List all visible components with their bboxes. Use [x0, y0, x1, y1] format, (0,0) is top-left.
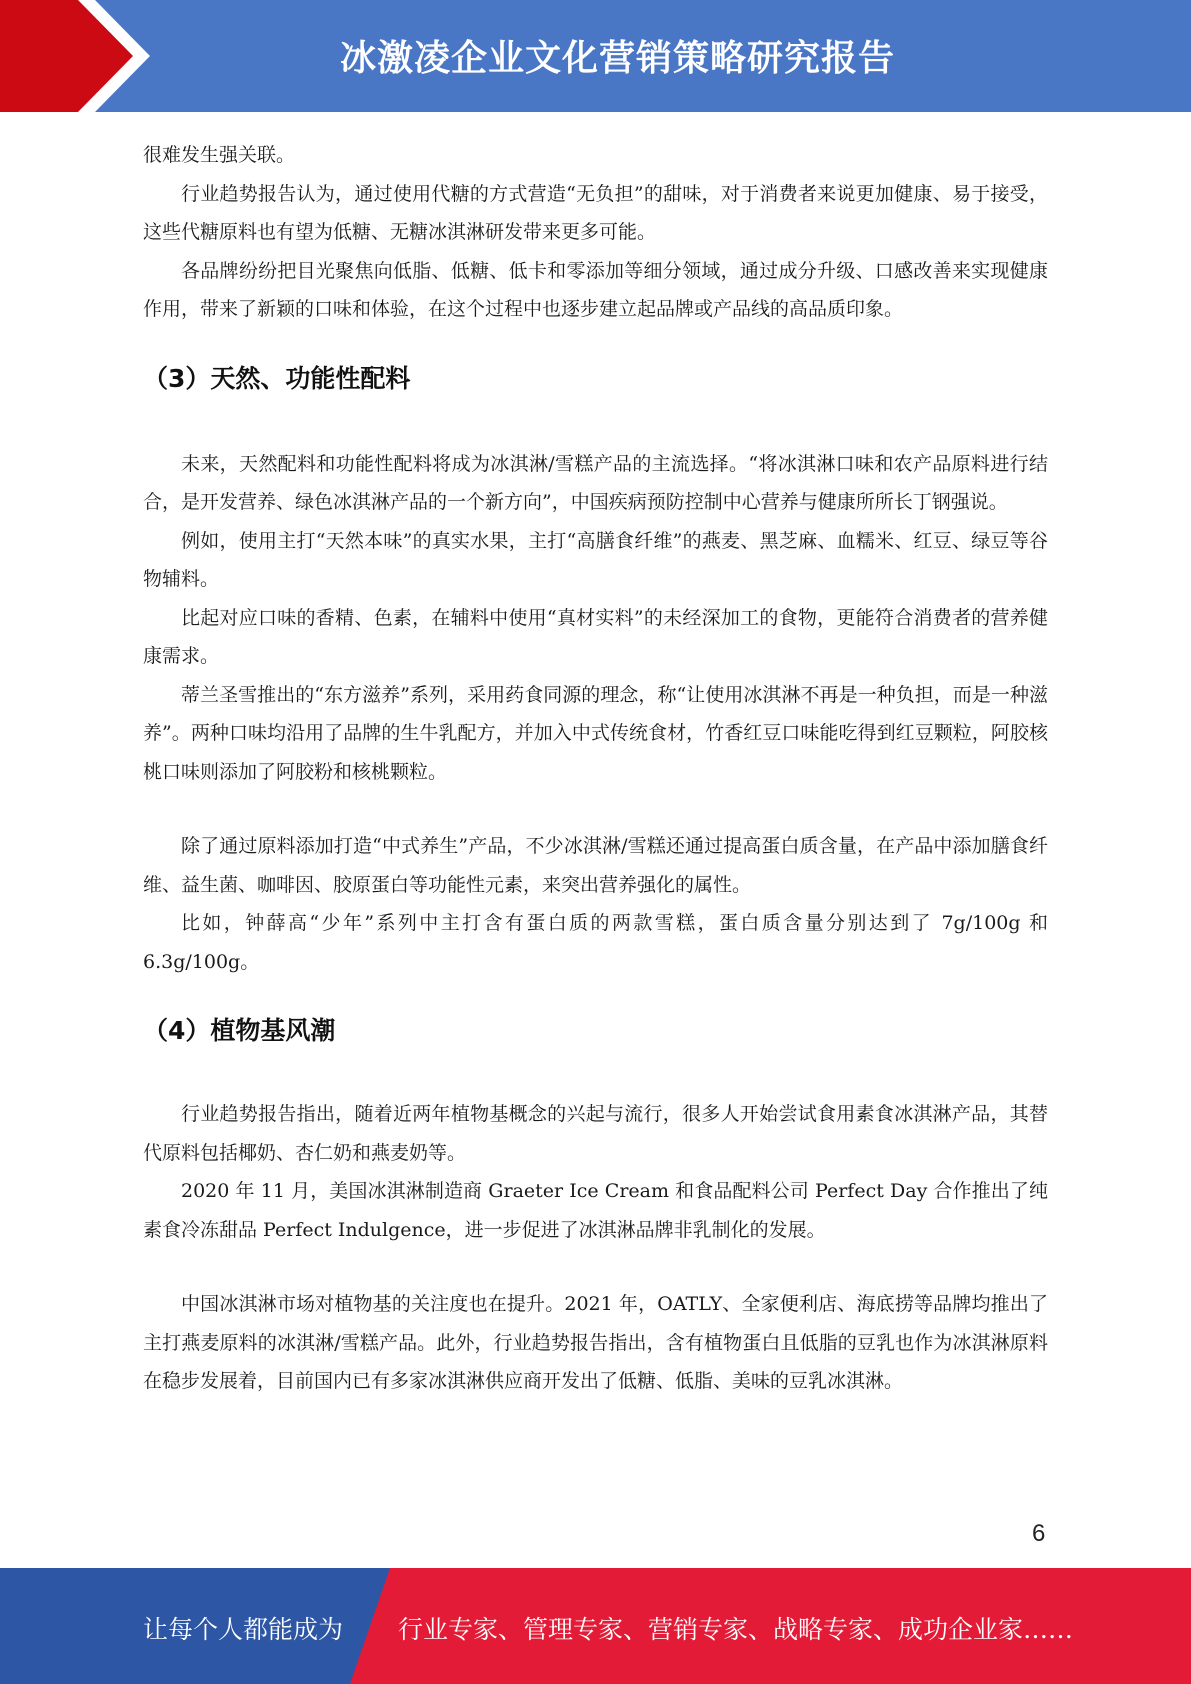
paragraph: 中国冰淇淋市场对植物基的关注度也在提升。2021 年，OATLY、全家便利店、海底捞等品牌均推出了主打燕麦原料的冰淇淋/雪糕产品。此外，行业趋势报告指出，含有植物蛋白且低脂的豆乳也作为冰淇淋原料在稳步发展着，目前国内已有多家冰淇淋供应商开发出了低糖、低脂、美味的豆乳冰淇淋。	[143, 1293, 1048, 1392]
paragraph: 比起对应口味的香精、色素，在辅料中使用“真材实料”的未经深加工的食物，更能符合消费者的营养健康需求。	[143, 606, 1048, 667]
header-banner	[0, 0, 1191, 112]
section-heading: （4）植物基风潮	[143, 1016, 336, 1045]
document-body	[143, 136, 1048, 1401]
paragraph: 除了通过原料添加打造“中式养生”产品，不少冰淇淋/雪糕还通过提高蛋白质含量，在产品中添加膳食纤维、益生菌、咖啡因、胶原蛋白等功能性元素，来突出营养强化的属性。	[143, 835, 1048, 896]
paragraph: 行业趋势报告认为，通过使用代糖的方式营造“无负担”的甜味，对于消费者来说更加健康、易于接受，这些代糖原料也有望为低糖、无糖冰淇淋研发带来更多可能。	[143, 182, 1048, 243]
paragraph: 2020 年 11 月，美国冰淇淋制造商 Graeter Ice Cream 和食品配料公司 Perfect Day 合作推出了纯素食冷冻甜品 Perfect Indulgence，进一步促进了冰淇淋品牌非乳制化的发展。	[143, 1180, 1048, 1241]
report-title: 冰激凌企业文化营销策略研究报告	[340, 38, 896, 79]
paragraph: 很难发生强关联。	[143, 144, 296, 166]
section-heading: （3）天然、功能性配料	[143, 363, 411, 393]
page-number: 6	[1032, 1520, 1046, 1547]
paragraph: 例如，使用主打“天然本味”的真实水果，主打“高膳食纤维”的燕麦、黑芝麻、血糯米、红豆、绿豆等谷物辅料。	[143, 529, 1048, 590]
footer-slogan-right: 行业专家、管理专家、营销专家、战略专家、成功企业家……	[398, 1615, 1074, 1644]
paragraph: 行业趋势报告指出，随着近两年植物基概念的兴起与流行，很多人开始尝试食用素食冰淇淋产品，其替代原料包括椰奶、杏仁奶和燕麦奶等。	[143, 1103, 1048, 1164]
paragraph: 各品牌纷纷把目光聚焦向低脂、低糖、低卡和零添加等细分领域，通过成分升级、口感改善来实现健康作用，带来了新颖的口味和体验，在这个过程中也逐步建立起品牌或产品线的高品质印象。	[143, 259, 1048, 320]
paragraph: 比如，钟薛高“少年”系列中主打含有蛋白质的两款雪糕，蛋白质含量分别达到了 7g/100g 和 6.3g/100g。	[143, 912, 1048, 973]
footer-slogan-left: 让每个人都能成为	[143, 1615, 344, 1644]
paragraph: 蒂兰圣雪推出的“东方滋养”系列，采用药食同源的理念，称“让使用冰淇淋不再是一种负担，而是一种滋养”。两种口味均沿用了品牌的生牛乳配方，并加入中式传统食材，竹香红豆口味能吃得到红豆颗粒，阿胶核桃口味则添加了阿胶粉和核桃颗粒。	[143, 683, 1048, 783]
header-red-chevron	[0, 0, 150, 112]
footer-banner	[0, 1568, 1191, 1684]
paragraph: 未来，天然配料和功能性配料将成为冰淇淋/雪糕产品的主流选择。“将冰淇淋口味和农产品原料进行结合，是开发营养、绿色冰淇淋产品的一个新方向”，中国疾病预防控制中心营养与健康所所长丁钢强说。	[143, 452, 1048, 513]
